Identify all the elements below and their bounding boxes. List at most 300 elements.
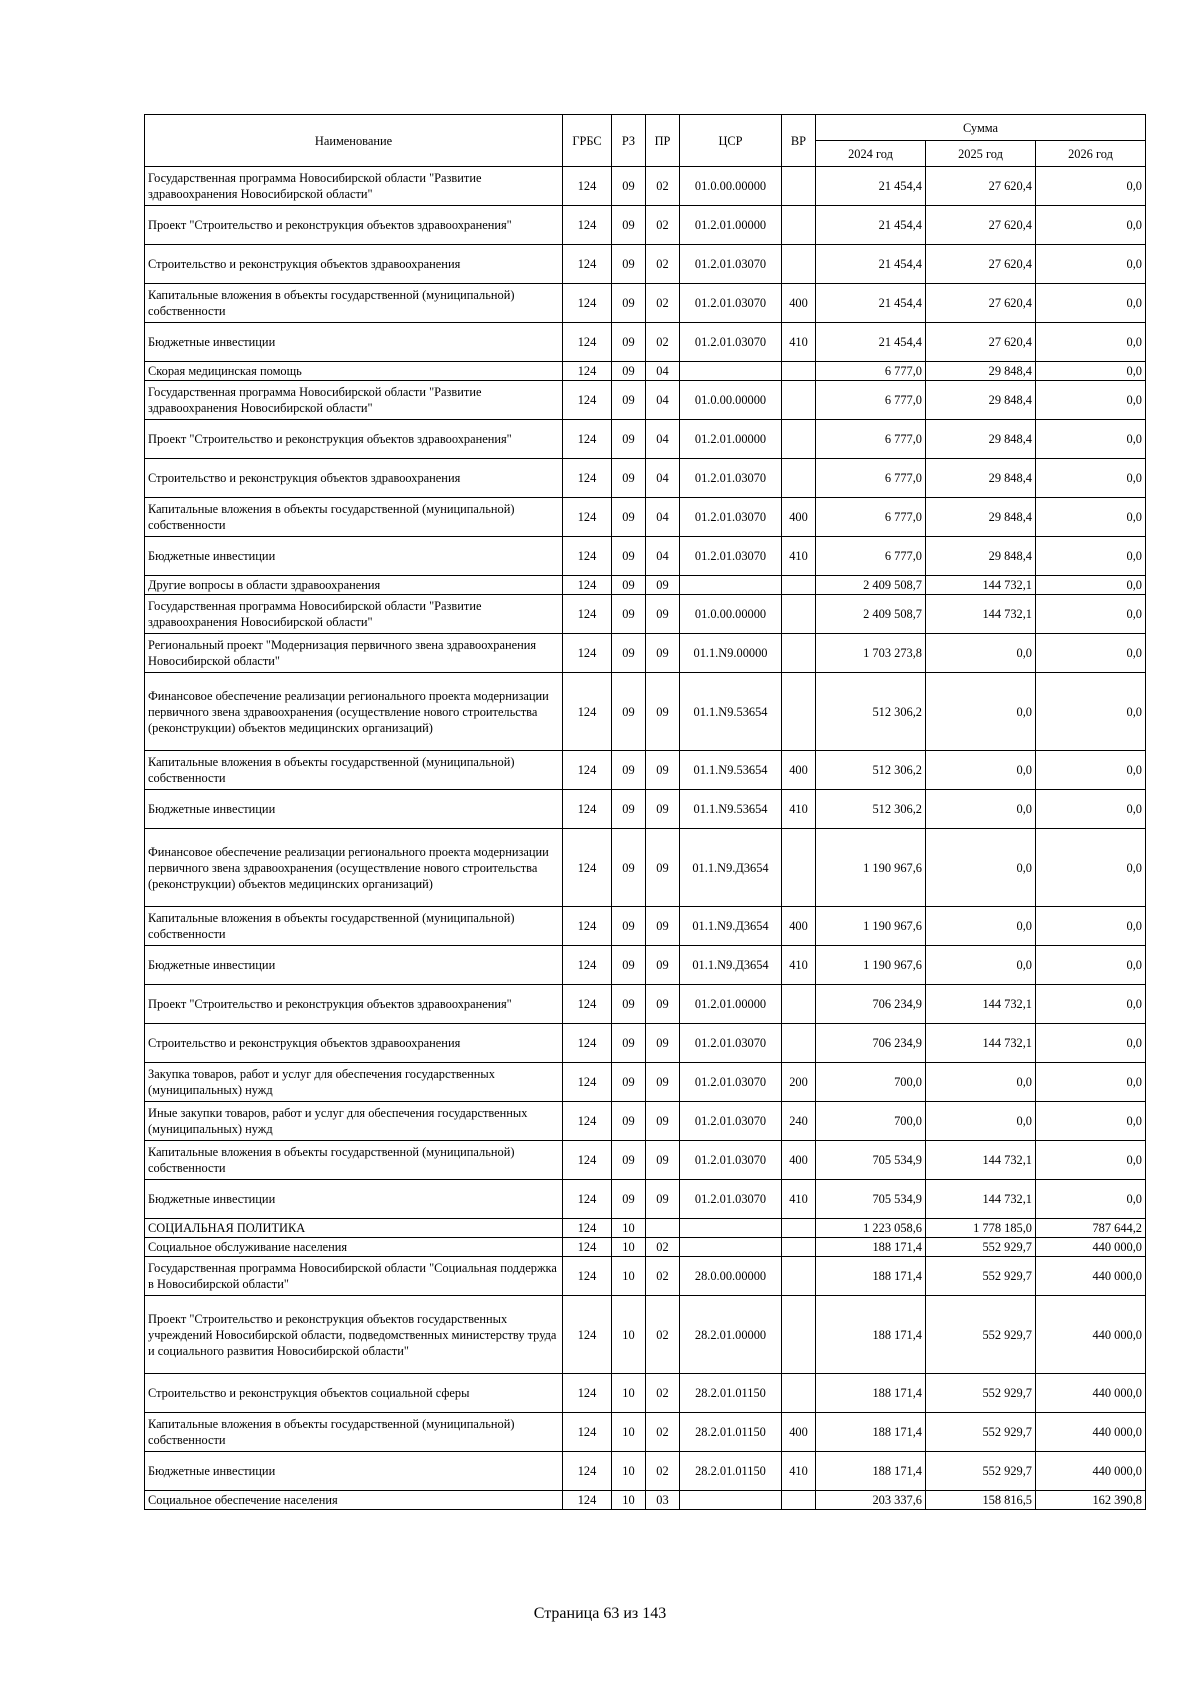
row-rz: 09 [612, 323, 646, 362]
row-rz: 10 [612, 1491, 646, 1510]
row-pr: 04 [646, 420, 680, 459]
row-vr: 400 [782, 1413, 816, 1452]
row-csr [680, 576, 782, 595]
row-rz: 09 [612, 498, 646, 537]
row-amount-2025: 552 929,7 [926, 1452, 1036, 1491]
row-vr: 400 [782, 498, 816, 537]
row-amount-2026: 0,0 [1036, 206, 1146, 245]
row-grbs: 124 [563, 1141, 612, 1180]
row-pr: 02 [646, 206, 680, 245]
row-amount-2025: 29 848,4 [926, 381, 1036, 420]
row-name: Социальное обслуживание населения [145, 1238, 563, 1257]
row-pr: 09 [646, 751, 680, 790]
row-pr: 09 [646, 595, 680, 634]
row-rz: 10 [612, 1413, 646, 1452]
row-amount-2024: 706 234,9 [816, 985, 926, 1024]
row-name: Бюджетные инвестиции [145, 323, 563, 362]
row-amount-2025: 27 620,4 [926, 245, 1036, 284]
row-grbs: 124 [563, 1491, 612, 1510]
row-amount-2024: 6 777,0 [816, 459, 926, 498]
row-csr: 01.2.01.03070 [680, 459, 782, 498]
row-csr: 01.2.01.00000 [680, 420, 782, 459]
table-row [145, 1219, 1146, 1238]
row-rz: 10 [612, 1374, 646, 1413]
row-csr: 01.2.01.00000 [680, 206, 782, 245]
row-csr: 01.1.N9.00000 [680, 634, 782, 673]
row-rz: 09 [612, 381, 646, 420]
row-amount-2024: 512 306,2 [816, 751, 926, 790]
row-name: Государственная программа Новосибирской области "Развитие здравоохранения Новосибирской области" [145, 381, 563, 420]
row-pr: 04 [646, 537, 680, 576]
row-rz: 09 [612, 907, 646, 946]
row-amount-2024: 6 777,0 [816, 498, 926, 537]
row-grbs: 124 [563, 206, 612, 245]
row-vr: 400 [782, 751, 816, 790]
row-name: Капитальные вложения в объекты государственной (муниципальной) собственности [145, 907, 563, 946]
row-grbs: 124 [563, 907, 612, 946]
row-amount-2026: 0,0 [1036, 1024, 1146, 1063]
row-csr: 01.2.01.03070 [680, 1102, 782, 1141]
row-vr [782, 1296, 816, 1374]
row-grbs: 124 [563, 1180, 612, 1219]
row-pr: 09 [646, 790, 680, 829]
table-row [145, 1374, 1146, 1413]
row-amount-2026: 440 000,0 [1036, 1296, 1146, 1374]
row-vr [782, 245, 816, 284]
row-rz: 09 [612, 1024, 646, 1063]
row-pr: 09 [646, 985, 680, 1024]
row-rz: 10 [612, 1296, 646, 1374]
row-rz: 10 [612, 1257, 646, 1296]
row-vr [782, 1257, 816, 1296]
row-amount-2024: 188 171,4 [816, 1413, 926, 1452]
row-amount-2024: 512 306,2 [816, 673, 926, 751]
row-name: Строительство и реконструкция объектов здравоохранения [145, 245, 563, 284]
table-row [145, 537, 1146, 576]
row-rz: 09 [612, 537, 646, 576]
table-row [145, 362, 1146, 381]
row-grbs: 124 [563, 790, 612, 829]
row-amount-2024: 188 171,4 [816, 1238, 926, 1257]
row-rz: 09 [612, 1180, 646, 1219]
row-rz: 09 [612, 985, 646, 1024]
row-grbs: 124 [563, 1102, 612, 1141]
table-row [145, 634, 1146, 673]
row-name: Региональный проект "Модернизация первичного звена здравоохранения Новосибирской области" [145, 634, 563, 673]
row-amount-2024: 1 190 967,6 [816, 829, 926, 907]
row-csr: 01.0.00.00000 [680, 595, 782, 634]
row-rz: 09 [612, 167, 646, 206]
row-amount-2025: 144 732,1 [926, 595, 1036, 634]
row-amount-2026: 440 000,0 [1036, 1238, 1146, 1257]
row-amount-2026: 0,0 [1036, 420, 1146, 459]
row-rz: 09 [612, 284, 646, 323]
row-amount-2024: 700,0 [816, 1063, 926, 1102]
row-amount-2025: 0,0 [926, 907, 1036, 946]
row-csr: 28.2.01.01150 [680, 1413, 782, 1452]
row-rz: 09 [612, 362, 646, 381]
row-amount-2026: 0,0 [1036, 537, 1146, 576]
row-name: Проект "Строительство и реконструкция объектов государственных учреждений Новосибирской области, подведомственных министерству труда и социального развития Новосибирской области" [145, 1296, 563, 1374]
row-csr: 01.2.01.03070 [680, 1024, 782, 1063]
row-vr [782, 1219, 816, 1238]
row-vr: 400 [782, 284, 816, 323]
row-vr [782, 1238, 816, 1257]
row-amount-2025: 27 620,4 [926, 323, 1036, 362]
row-name: Проект "Строительство и реконструкция объектов здравоохранения" [145, 420, 563, 459]
row-pr: 09 [646, 634, 680, 673]
row-name: Строительство и реконструкция объектов здравоохранения [145, 459, 563, 498]
row-amount-2024: 700,0 [816, 1102, 926, 1141]
row-amount-2025: 29 848,4 [926, 362, 1036, 381]
table-row [145, 790, 1146, 829]
row-amount-2025: 552 929,7 [926, 1257, 1036, 1296]
row-vr [782, 420, 816, 459]
row-csr [680, 362, 782, 381]
row-amount-2026: 0,0 [1036, 362, 1146, 381]
row-amount-2025: 552 929,7 [926, 1296, 1036, 1374]
row-amount-2025: 144 732,1 [926, 1180, 1036, 1219]
row-name: Финансовое обеспечение реализации регионального проекта модернизации первичного звена здравоохранения (осуществление нового строительства (реконструкции) объектов медицинских организаций) [145, 673, 563, 751]
row-vr [782, 829, 816, 907]
row-name: Финансовое обеспечение реализации регионального проекта модернизации первичного звена здравоохранения (осуществление нового строительства (реконструкции) объектов медицинских организаций) [145, 829, 563, 907]
row-rz: 09 [612, 576, 646, 595]
row-grbs: 124 [563, 323, 612, 362]
row-name: Иные закупки товаров, работ и услуг для обеспечения государственных (муниципальных) нужд [145, 1102, 563, 1141]
row-name: Закупка товаров, работ и услуг для обеспечения государственных (муниципальных) нужд [145, 1063, 563, 1102]
row-vr [782, 595, 816, 634]
row-amount-2025: 552 929,7 [926, 1238, 1036, 1257]
row-csr: 01.1.N9.53654 [680, 790, 782, 829]
table-row [145, 946, 1146, 985]
row-amount-2024: 188 171,4 [816, 1452, 926, 1491]
row-csr: 28.0.00.00000 [680, 1257, 782, 1296]
row-amount-2026: 0,0 [1036, 673, 1146, 751]
row-rz: 09 [612, 946, 646, 985]
row-name: Государственная программа Новосибирской области "Развитие здравоохранения Новосибирской области" [145, 167, 563, 206]
row-amount-2024: 188 171,4 [816, 1257, 926, 1296]
row-rz: 09 [612, 206, 646, 245]
row-grbs: 124 [563, 284, 612, 323]
header-rz: РЗ [612, 115, 646, 167]
row-csr: 01.2.01.03070 [680, 537, 782, 576]
row-amount-2026: 0,0 [1036, 245, 1146, 284]
row-grbs: 124 [563, 1219, 612, 1238]
table-row [145, 1024, 1146, 1063]
row-name: СОЦИАЛЬНАЯ ПОЛИТИКА [145, 1219, 563, 1238]
row-grbs: 124 [563, 245, 612, 284]
row-amount-2024: 6 777,0 [816, 381, 926, 420]
row-csr: 01.1.N9.Д3654 [680, 946, 782, 985]
row-amount-2026: 0,0 [1036, 459, 1146, 498]
table-row [145, 1296, 1146, 1374]
row-amount-2024: 21 454,4 [816, 245, 926, 284]
row-amount-2024: 1 190 967,6 [816, 946, 926, 985]
header-sum: Сумма [816, 115, 1146, 141]
row-vr [782, 1024, 816, 1063]
row-name: Строительство и реконструкция объектов здравоохранения [145, 1024, 563, 1063]
row-amount-2024: 2 409 508,7 [816, 595, 926, 634]
row-rz: 10 [612, 1238, 646, 1257]
row-amount-2024: 21 454,4 [816, 323, 926, 362]
row-grbs: 124 [563, 946, 612, 985]
row-grbs: 124 [563, 751, 612, 790]
row-grbs: 124 [563, 459, 612, 498]
header-pr: ПР [646, 115, 680, 167]
row-pr: 09 [646, 673, 680, 751]
row-csr: 01.0.00.00000 [680, 381, 782, 420]
row-pr: 04 [646, 459, 680, 498]
row-amount-2026: 0,0 [1036, 790, 1146, 829]
row-vr: 410 [782, 946, 816, 985]
row-amount-2024: 706 234,9 [816, 1024, 926, 1063]
row-grbs: 124 [563, 167, 612, 206]
row-csr: 01.2.01.03070 [680, 284, 782, 323]
header-year-2025: 2025 год [926, 141, 1036, 167]
row-amount-2026: 0,0 [1036, 751, 1146, 790]
row-grbs: 124 [563, 1374, 612, 1413]
row-name: Бюджетные инвестиции [145, 1180, 563, 1219]
table-row [145, 245, 1146, 284]
row-amount-2025: 144 732,1 [926, 576, 1036, 595]
row-pr: 04 [646, 362, 680, 381]
table-row [145, 1102, 1146, 1141]
row-amount-2025: 552 929,7 [926, 1374, 1036, 1413]
row-csr: 01.0.00.00000 [680, 167, 782, 206]
row-csr: 28.2.01.01150 [680, 1452, 782, 1491]
row-pr: 04 [646, 498, 680, 537]
row-grbs: 124 [563, 673, 612, 751]
row-amount-2026: 0,0 [1036, 985, 1146, 1024]
row-pr: 02 [646, 167, 680, 206]
table-row [145, 1141, 1146, 1180]
row-vr [782, 459, 816, 498]
row-pr: 09 [646, 1141, 680, 1180]
row-vr: 200 [782, 1063, 816, 1102]
row-name: Проект "Строительство и реконструкция объектов здравоохранения" [145, 206, 563, 245]
row-pr: 09 [646, 1063, 680, 1102]
row-amount-2025: 144 732,1 [926, 985, 1036, 1024]
table-row [145, 576, 1146, 595]
row-csr: 01.1.N9.53654 [680, 751, 782, 790]
row-amount-2025: 0,0 [926, 790, 1036, 829]
row-rz: 09 [612, 1102, 646, 1141]
row-pr: 02 [646, 1296, 680, 1374]
row-pr: 09 [646, 946, 680, 985]
row-rz: 09 [612, 673, 646, 751]
row-amount-2026: 0,0 [1036, 576, 1146, 595]
row-amount-2024: 188 171,4 [816, 1296, 926, 1374]
row-amount-2026: 0,0 [1036, 907, 1146, 946]
table-row [145, 1238, 1146, 1257]
row-grbs: 124 [563, 1296, 612, 1374]
row-pr: 02 [646, 1452, 680, 1491]
row-amount-2025: 552 929,7 [926, 1413, 1036, 1452]
row-amount-2024: 188 171,4 [816, 1374, 926, 1413]
row-rz: 09 [612, 1141, 646, 1180]
row-vr: 400 [782, 1141, 816, 1180]
row-rz: 09 [612, 459, 646, 498]
row-grbs: 124 [563, 420, 612, 459]
row-csr: 01.2.01.03070 [680, 1180, 782, 1219]
row-csr [680, 1238, 782, 1257]
row-name: Капитальные вложения в объекты государственной (муниципальной) собственности [145, 284, 563, 323]
row-grbs: 124 [563, 576, 612, 595]
budget-table [144, 114, 1146, 1510]
row-amount-2025: 1 778 185,0 [926, 1219, 1036, 1238]
row-csr [680, 1491, 782, 1510]
table-row [145, 420, 1146, 459]
table-row [145, 167, 1146, 206]
row-pr: 02 [646, 323, 680, 362]
row-name: Бюджетные инвестиции [145, 537, 563, 576]
row-vr: 240 [782, 1102, 816, 1141]
page-number: Страница 63 из 143 [533, 1605, 667, 1622]
row-rz: 09 [612, 634, 646, 673]
row-grbs: 124 [563, 985, 612, 1024]
header-name: Наименование [145, 115, 563, 167]
row-vr [782, 206, 816, 245]
row-csr: 01.2.01.03070 [680, 323, 782, 362]
row-amount-2025: 0,0 [926, 1063, 1036, 1102]
row-vr [782, 381, 816, 420]
row-amount-2024: 6 777,0 [816, 537, 926, 576]
row-pr: 02 [646, 1374, 680, 1413]
row-grbs: 124 [563, 537, 612, 576]
row-amount-2026: 440 000,0 [1036, 1374, 1146, 1413]
row-name: Государственная программа Новосибирской области "Социальная поддержка в Новосибирской области" [145, 1257, 563, 1296]
row-amount-2025: 0,0 [926, 946, 1036, 985]
row-vr: 410 [782, 1452, 816, 1491]
row-amount-2025: 29 848,4 [926, 420, 1036, 459]
row-name: Капитальные вложения в объекты государственной (муниципальной) собственности [145, 1141, 563, 1180]
row-amount-2024: 6 777,0 [816, 420, 926, 459]
row-vr: 410 [782, 790, 816, 829]
table-row [145, 985, 1146, 1024]
row-name: Государственная программа Новосибирской области "Развитие здравоохранения Новосибирской области" [145, 595, 563, 634]
row-grbs: 124 [563, 1413, 612, 1452]
row-csr: 28.2.01.01150 [680, 1374, 782, 1413]
row-amount-2025: 29 848,4 [926, 459, 1036, 498]
header-year-2026: 2026 год [1036, 141, 1146, 167]
row-pr: 02 [646, 1238, 680, 1257]
table-body [145, 167, 1146, 1510]
table-row [145, 595, 1146, 634]
row-pr: 02 [646, 1413, 680, 1452]
row-vr [782, 167, 816, 206]
row-grbs: 124 [563, 1452, 612, 1491]
row-amount-2024: 1 223 058,6 [816, 1219, 926, 1238]
row-amount-2025: 0,0 [926, 751, 1036, 790]
row-rz: 10 [612, 1219, 646, 1238]
row-amount-2025: 144 732,1 [926, 1024, 1036, 1063]
row-vr: 410 [782, 323, 816, 362]
row-amount-2026: 787 644,2 [1036, 1219, 1146, 1238]
header-grbs: ГРБС [563, 115, 612, 167]
row-name: Другие вопросы в области здравоохранения [145, 576, 563, 595]
row-name: Капитальные вложения в объекты государственной (муниципальной) собственности [145, 498, 563, 537]
row-rz: 09 [612, 751, 646, 790]
row-pr: 02 [646, 245, 680, 284]
row-csr: 01.1.N9.Д3654 [680, 907, 782, 946]
table-row [145, 459, 1146, 498]
row-pr: 02 [646, 1257, 680, 1296]
row-amount-2024: 21 454,4 [816, 167, 926, 206]
row-csr: 01.2.01.03070 [680, 1063, 782, 1102]
row-amount-2026: 0,0 [1036, 284, 1146, 323]
row-rz: 09 [612, 245, 646, 284]
table-row [145, 751, 1146, 790]
row-amount-2024: 1 190 967,6 [816, 907, 926, 946]
row-csr: 01.2.01.00000 [680, 985, 782, 1024]
row-amount-2026: 0,0 [1036, 634, 1146, 673]
table-row [145, 323, 1146, 362]
row-amount-2026: 0,0 [1036, 1141, 1146, 1180]
row-amount-2026: 0,0 [1036, 595, 1146, 634]
table-row [145, 1180, 1146, 1219]
row-amount-2026: 0,0 [1036, 381, 1146, 420]
row-pr: 02 [646, 284, 680, 323]
table-row [145, 673, 1146, 751]
row-name: Бюджетные инвестиции [145, 946, 563, 985]
row-amount-2024: 2 409 508,7 [816, 576, 926, 595]
row-name: Капитальные вложения в объекты государственной (муниципальной) собственности [145, 751, 563, 790]
row-rz: 09 [612, 1063, 646, 1102]
row-amount-2025: 0,0 [926, 673, 1036, 751]
row-pr: 09 [646, 1024, 680, 1063]
row-csr: 01.1.N9.53654 [680, 673, 782, 751]
row-grbs: 124 [563, 829, 612, 907]
row-pr: 09 [646, 1180, 680, 1219]
row-grbs: 124 [563, 1024, 612, 1063]
row-amount-2024: 21 454,4 [816, 206, 926, 245]
header-csr: ЦСР [680, 115, 782, 167]
row-amount-2025: 0,0 [926, 634, 1036, 673]
row-csr: 01.1.N9.Д3654 [680, 829, 782, 907]
row-grbs: 124 [563, 362, 612, 381]
row-amount-2025: 0,0 [926, 1102, 1036, 1141]
row-pr [646, 1219, 680, 1238]
row-pr: 09 [646, 829, 680, 907]
row-amount-2025: 144 732,1 [926, 1141, 1036, 1180]
row-pr: 03 [646, 1491, 680, 1510]
row-pr: 09 [646, 907, 680, 946]
row-name: Строительство и реконструкция объектов социальной сферы [145, 1374, 563, 1413]
row-vr [782, 576, 816, 595]
row-csr [680, 1219, 782, 1238]
row-csr: 01.2.01.03070 [680, 1141, 782, 1180]
row-amount-2026: 0,0 [1036, 167, 1146, 206]
table-row [145, 1452, 1146, 1491]
row-amount-2026: 0,0 [1036, 1063, 1146, 1102]
row-rz: 09 [612, 420, 646, 459]
row-grbs: 124 [563, 498, 612, 537]
table-row [145, 1491, 1146, 1510]
row-grbs: 124 [563, 634, 612, 673]
row-name: Социальное обеспечение населения [145, 1491, 563, 1510]
row-amount-2025: 27 620,4 [926, 284, 1036, 323]
row-vr [782, 673, 816, 751]
row-grbs: 124 [563, 381, 612, 420]
row-grbs: 124 [563, 1238, 612, 1257]
row-amount-2025: 29 848,4 [926, 498, 1036, 537]
row-name: Капитальные вложения в объекты государственной (муниципальной) собственности [145, 1413, 563, 1452]
row-vr [782, 634, 816, 673]
row-amount-2025: 0,0 [926, 829, 1036, 907]
row-name: Проект "Строительство и реконструкция объектов здравоохранения" [145, 985, 563, 1024]
table-row [145, 907, 1146, 946]
table-row [145, 1413, 1146, 1452]
